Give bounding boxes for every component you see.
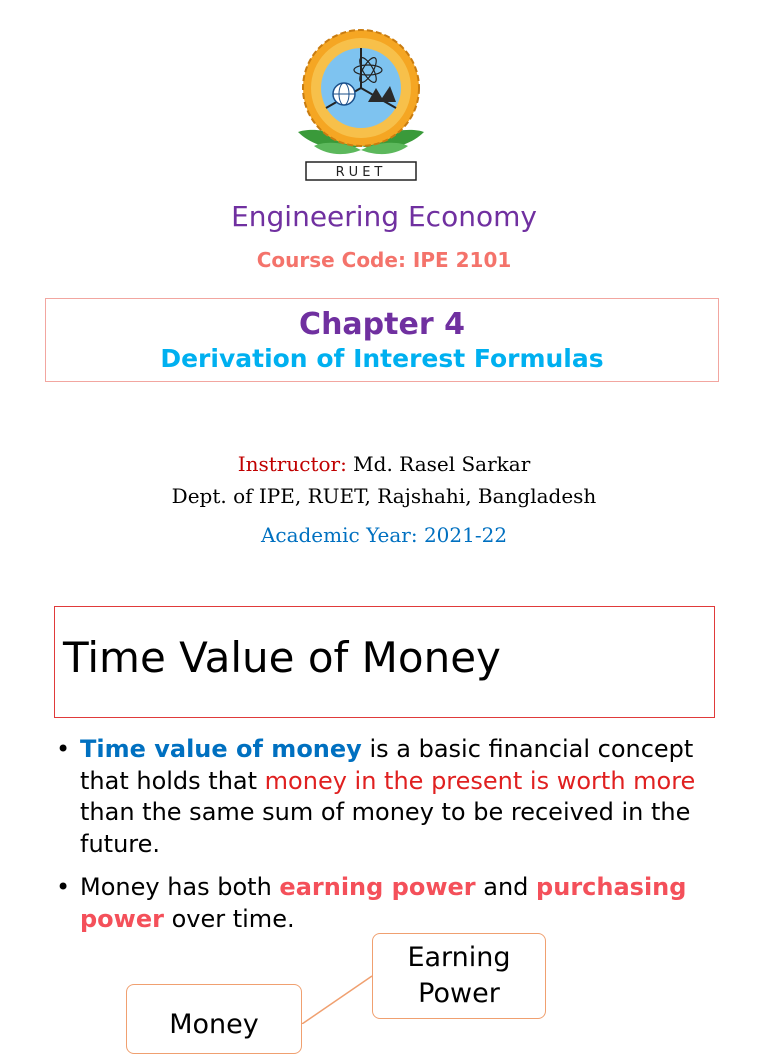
money-label: Money (169, 1009, 259, 1040)
instructor-line (0, 452, 768, 476)
earning-power-box (372, 933, 546, 1019)
money-box (126, 984, 302, 1054)
bullet-item-2 (56, 872, 726, 935)
earning-power-label: Earning Power (407, 942, 511, 1009)
bullet-dot-icon: • (56, 735, 71, 763)
slide-title-box (54, 606, 715, 718)
bullet1-highlight: Time value of money (80, 735, 362, 763)
bullet2-text1: Money has both (80, 873, 280, 901)
bullet1-text1: is a basic financial concept that holds that (80, 735, 694, 795)
department-line: Dept. of IPE, RUET, Rajshahi, Bangladesh (171, 484, 597, 508)
slide-title: Time Value of Money (63, 633, 501, 682)
bullet-item-1 (56, 734, 726, 860)
academic-year: Academic Year: 2021-22 (260, 523, 508, 547)
bullet2-text2: and (475, 873, 537, 901)
course-title: Engineering Economy (231, 200, 537, 233)
chapter-number: Chapter 4 (299, 307, 465, 342)
chapter-subtitle: Derivation of Interest Formulas (160, 344, 604, 373)
bullet2-highlight1: earning power (279, 873, 476, 901)
bullet1-highlight2: money in the present is worth more (264, 766, 696, 795)
chapter-box (45, 298, 719, 382)
bullet2-highlight2: purchasing power (80, 873, 687, 933)
bullet-dot-icon: • (56, 873, 71, 901)
logo-banner-text: RUET (335, 165, 387, 180)
instructor-label: Instructor: (237, 452, 347, 476)
bullet1-text2: than the same sum of money to be received in the future. (80, 798, 691, 858)
course-code: Course Code: IPE 2101 (256, 248, 512, 272)
bullet-list (56, 734, 726, 935)
instructor-name: Md. Rasel Sarkar (346, 452, 531, 476)
ruet-logo (296, 28, 426, 182)
bullet2-text3: over time. (163, 904, 295, 933)
